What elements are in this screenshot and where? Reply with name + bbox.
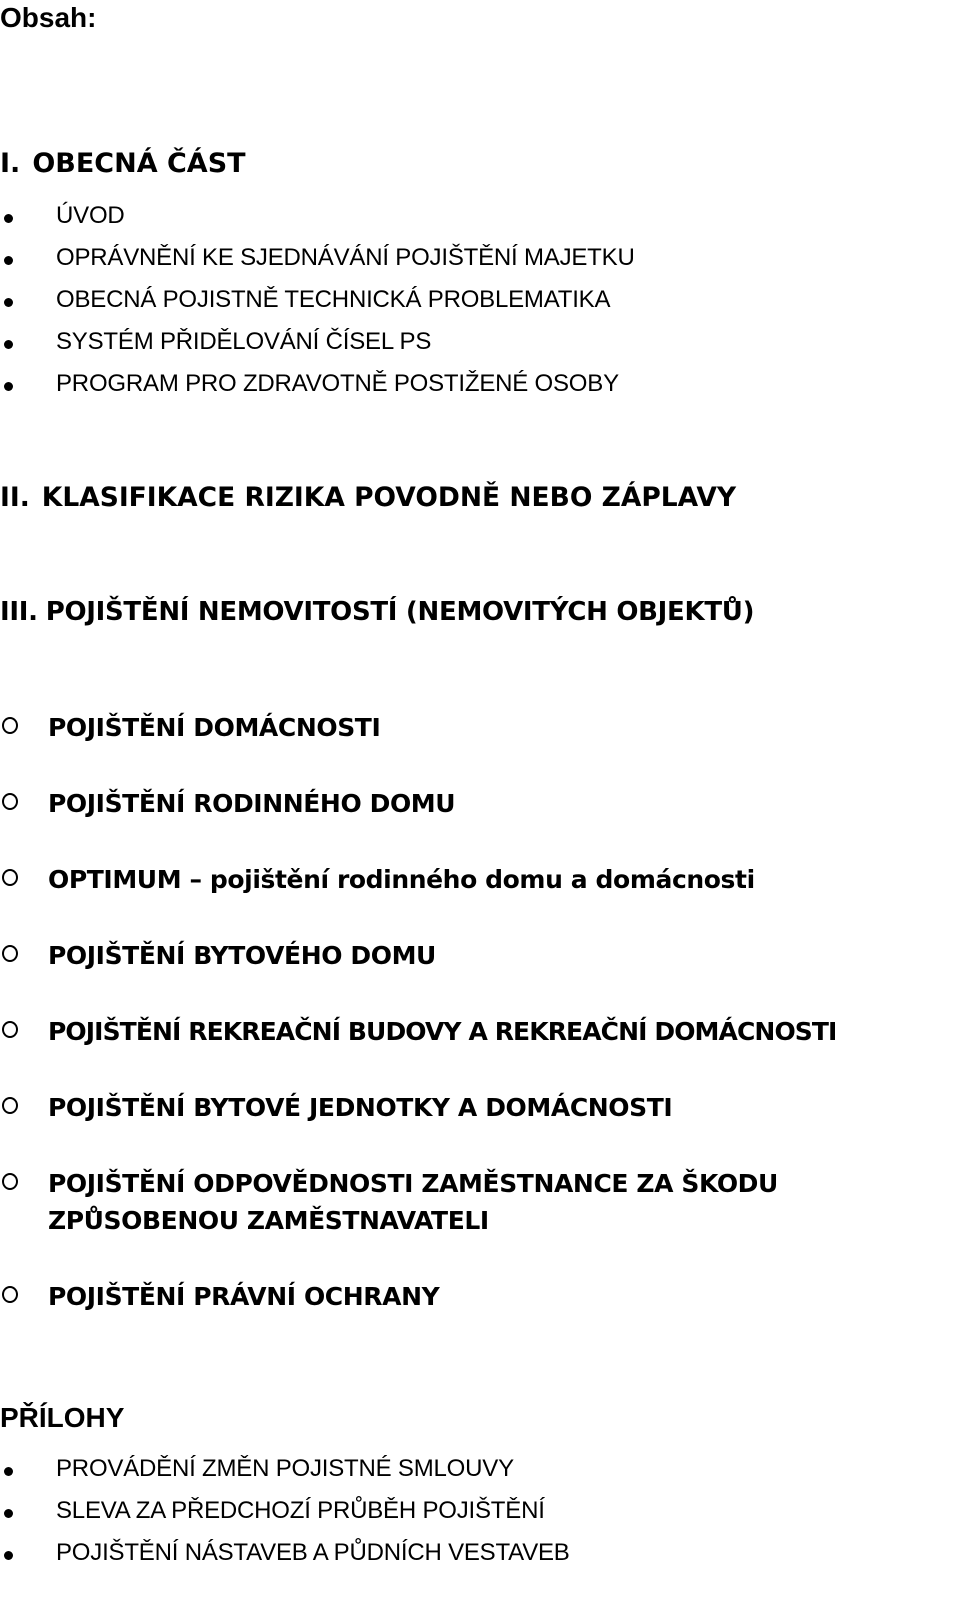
list-item-text: PROVÁDĚNÍ ZMĚN POJISTNÉ SMLOUVY <box>56 1455 514 1482</box>
section-title: POJIŠTĚNÍ NEMOVITOSTÍ (NEMOVITÝCH OBJEKTŮ) <box>45 597 755 627</box>
section-number: I. <box>0 148 21 179</box>
bullet-icon <box>4 256 13 265</box>
circle-bullet-icon <box>2 1173 18 1190</box>
sublist-item-text: POJIŠTĚNÍ REKREAČNÍ BUDOVY A REKREAČNÍ DOMÁCNOSTI <box>48 1017 837 1046</box>
list-item-text: PROGRAM PRO ZDRAVOTNĚ POSTIŽENÉ OSOBY <box>56 370 619 397</box>
sublist-item-text: POJIŠTĚNÍ DOMÁCNOSTI <box>48 713 381 742</box>
section-title: KLASIFIKACE RIZIKA POVODNĚ NEBO ZÁPLAVY <box>41 482 737 513</box>
section-number: II. <box>0 482 30 513</box>
section-title: OBECNÁ ČÁST <box>32 148 246 179</box>
bullet-icon <box>4 214 13 223</box>
contents-title: Obsah: <box>0 2 97 33</box>
sublist-item-text: POJIŠTĚNÍ BYTOVÉ JEDNOTKY A DOMÁCNOSTI <box>48 1093 673 1122</box>
bullet-icon <box>4 1551 13 1560</box>
circle-bullet-icon <box>2 793 18 810</box>
list-item-text: SLEVA ZA PŘEDCHOZÍ PRŮBĚH POJIŠTĚNÍ <box>56 1497 545 1524</box>
list-item-text: OBECNÁ POJISTNĚ TECHNICKÁ PROBLEMATIKA <box>56 286 611 313</box>
sublist-item-text: OPTIMUM – pojištění rodinného domu a domácnosti <box>48 865 755 894</box>
circle-bullet-icon <box>2 945 18 962</box>
circle-bullet-icon <box>2 1021 18 1038</box>
list-item-text: POJIŠTĚNÍ NÁSTAVEB A PŮDNÍCH VESTAVEB <box>56 1539 570 1566</box>
sublist-item-text: POJIŠTĚNÍ BYTOVÉHO DOMU <box>48 941 436 970</box>
bullet-icon <box>4 1467 13 1476</box>
list-item-text: SYSTÉM PŘIDĚLOVÁNÍ ČÍSEL PS <box>56 328 432 355</box>
appendices-heading: PŘÍLOHY <box>0 1402 125 1433</box>
bullet-icon <box>4 382 13 391</box>
sublist-item-text: POJIŠTĚNÍ ODPOVĚDNOSTI ZAMĚSTNANCE ZA ŠKODU ZPŮSOBENOU ZAMĚSTNAVATELI <box>48 1169 778 1235</box>
bullet-icon <box>4 340 13 349</box>
bullet-icon <box>4 298 13 307</box>
list-item-text: OPRÁVNĚNÍ KE SJEDNÁVÁNÍ POJIŠTĚNÍ MAJETKU <box>56 244 635 271</box>
bullet-icon <box>4 1509 13 1518</box>
circle-bullet-icon <box>2 1097 18 1114</box>
circle-bullet-icon <box>2 869 18 886</box>
list-item-text: ÚVOD <box>56 202 125 229</box>
section-heading-part-3 <box>0 594 754 630</box>
circle-bullet-icon <box>2 717 18 734</box>
section-heading-part-1 <box>0 146 246 182</box>
sublist-item-text: POJIŠTĚNÍ PRÁVNÍ OCHRANY <box>48 1282 440 1311</box>
section-heading-part-2 <box>0 480 736 516</box>
section-number: III. <box>0 597 38 627</box>
sublist-item-text: POJIŠTĚNÍ RODINNÉHO DOMU <box>48 789 456 818</box>
circle-bullet-icon <box>2 1286 18 1303</box>
